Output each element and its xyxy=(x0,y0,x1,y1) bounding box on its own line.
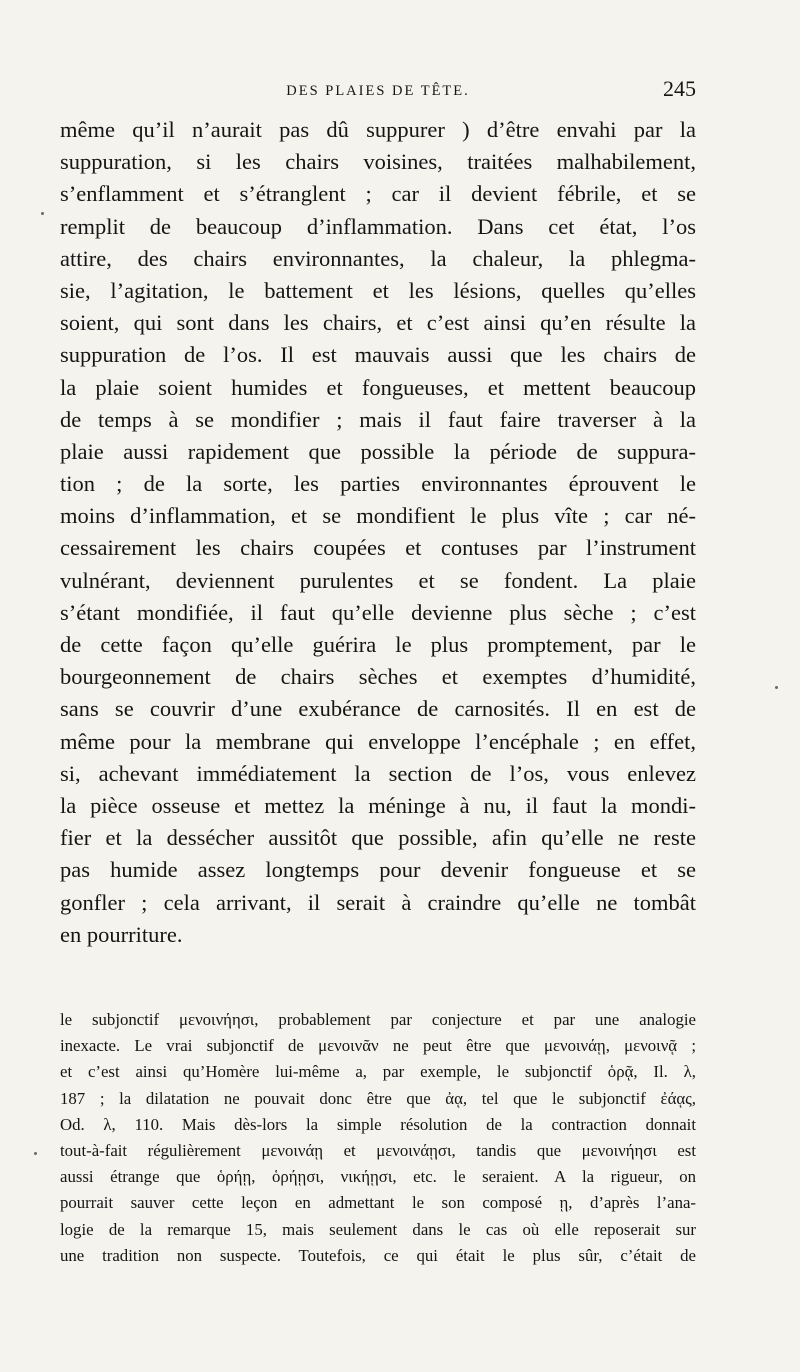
text-line: la plaie soient humides et fongueuses, et mettent beaucoup xyxy=(60,374,696,400)
footnote-line: le subjonctif μενοινήησι, probablement par conjecture et par une analogie xyxy=(60,1010,696,1029)
text-line: attire, des chairs environnantes, la chaleur, la phlegma- xyxy=(60,245,696,271)
text-line: la pièce osseuse et mettez la méninge à nu, il faut la mondi- xyxy=(60,792,696,818)
text-line: suppuration, si les chairs voisines, traitées malhabilement, xyxy=(60,149,696,175)
text-line: remplit de beaucoup d’inflammation. Dans cet état, l’os xyxy=(60,213,696,239)
text-line: même qu’il n’aurait pas dû suppurer ) d’être envahi par la xyxy=(60,117,696,142)
text-line: soient, qui sont dans les chairs, et c’est ainsi qu’en résulte la xyxy=(60,310,696,336)
text-line: si, achevant immédiatement la section de l’os, vous enlevez xyxy=(60,760,696,786)
text-line: suppuration de l’os. Il est mauvais aussi que les chairs de xyxy=(60,342,696,368)
text-line: en pourriture. xyxy=(60,921,183,947)
running-head xyxy=(60,76,696,103)
footnote-line: pourrait sauver cette leçon en admettant le son composé ῃ, d’après l’ana- xyxy=(60,1193,696,1213)
running-title: DES PLAIES DE TÊTE. xyxy=(286,83,470,99)
text-line: même pour la membrane qui enveloppe l’encéphale ; en effet, xyxy=(60,728,696,754)
text-line: vulnérant, deviennent purulentes et se fondent. La plaie xyxy=(60,567,696,593)
page-number: 245 xyxy=(663,76,696,101)
footnote-line: tout-à-fait régulièrement μενοινάῃ et μενοινάῃσι, tandis que μενοινήησι est xyxy=(60,1140,696,1160)
paper-speck xyxy=(34,1152,37,1155)
text-line: tion ; de la sorte, les parties environnantes éprouvent le xyxy=(60,471,696,497)
footnote-line: une tradition non suspecte. Toutefois, ce qui était le plus sûr, c’était de xyxy=(60,1245,696,1265)
text-line: cessairement les chairs coupées et contuses par l’instrument xyxy=(60,535,696,561)
footnote-line: 187 ; la dilatation ne pouvait donc être que ἀᾳ, tel que le subjonctif ἐάᾳς, xyxy=(60,1088,696,1108)
text-line: sie, l’agitation, le battement et les lésions, quelles qu’elles xyxy=(60,277,696,303)
footnote-line: Od. λ, 110. Mais dès-lors la simple résolution de la contraction donnait xyxy=(60,1114,696,1134)
footnote-line: aussi étrange que ὁρήῃ, ὁρήῃσι, νικήῃσι, etc. le seraient. A la rigueur, on xyxy=(60,1167,696,1187)
text-line: de temps à se mondifier ; mais il faut faire traverser à la xyxy=(60,406,696,432)
text-line: de cette façon qu’elle guérira le plus promptement, par le xyxy=(60,632,696,657)
paper-speck xyxy=(41,212,44,215)
text-line: moins d’inflammation, et se mondifient le plus vîte ; car né- xyxy=(60,503,696,529)
footnote-line: logie de la remarque 15, mais seulement dans le cas où elle reposerait sur xyxy=(60,1219,696,1239)
text-line: plaie aussi rapidement que possible la période de suppura- xyxy=(60,438,696,464)
footnote-line: inexacte. Le vrai subjonctif de μενοινᾶν ne peut être que μενοινάῃ, μενοινᾷ ; xyxy=(60,1036,696,1056)
text-line: s’étant mondifiée, il faut qu’elle devienne plus sèche ; c’est xyxy=(60,599,696,625)
text-line: sans se couvrir d’une exubérance de carnosités. Il en est de xyxy=(60,696,696,722)
text-line: gonfler ; cela arrivant, il serait à craindre qu’elle ne tombât xyxy=(60,889,696,915)
text-line: s’enflamment et s’étranglent ; car il devient fébrile, et se xyxy=(60,181,696,207)
footnote-line: et c’est ainsi qu’Homère lui-même a, par exemple, le subjonctif ὁρᾷ, Il. λ, xyxy=(60,1062,696,1082)
paper-speck xyxy=(775,686,778,689)
footnote-block xyxy=(60,1007,696,1269)
text-line: bourgeonnement de chairs sèches et exemptes d’humidité, xyxy=(60,664,696,690)
text-line: pas humide assez longtemps pour devenir fongueuse et se xyxy=(60,857,696,883)
main-text-block xyxy=(60,114,696,951)
text-line: fier et la dessécher aussitôt que possible, afin qu’elle ne reste xyxy=(60,825,696,851)
